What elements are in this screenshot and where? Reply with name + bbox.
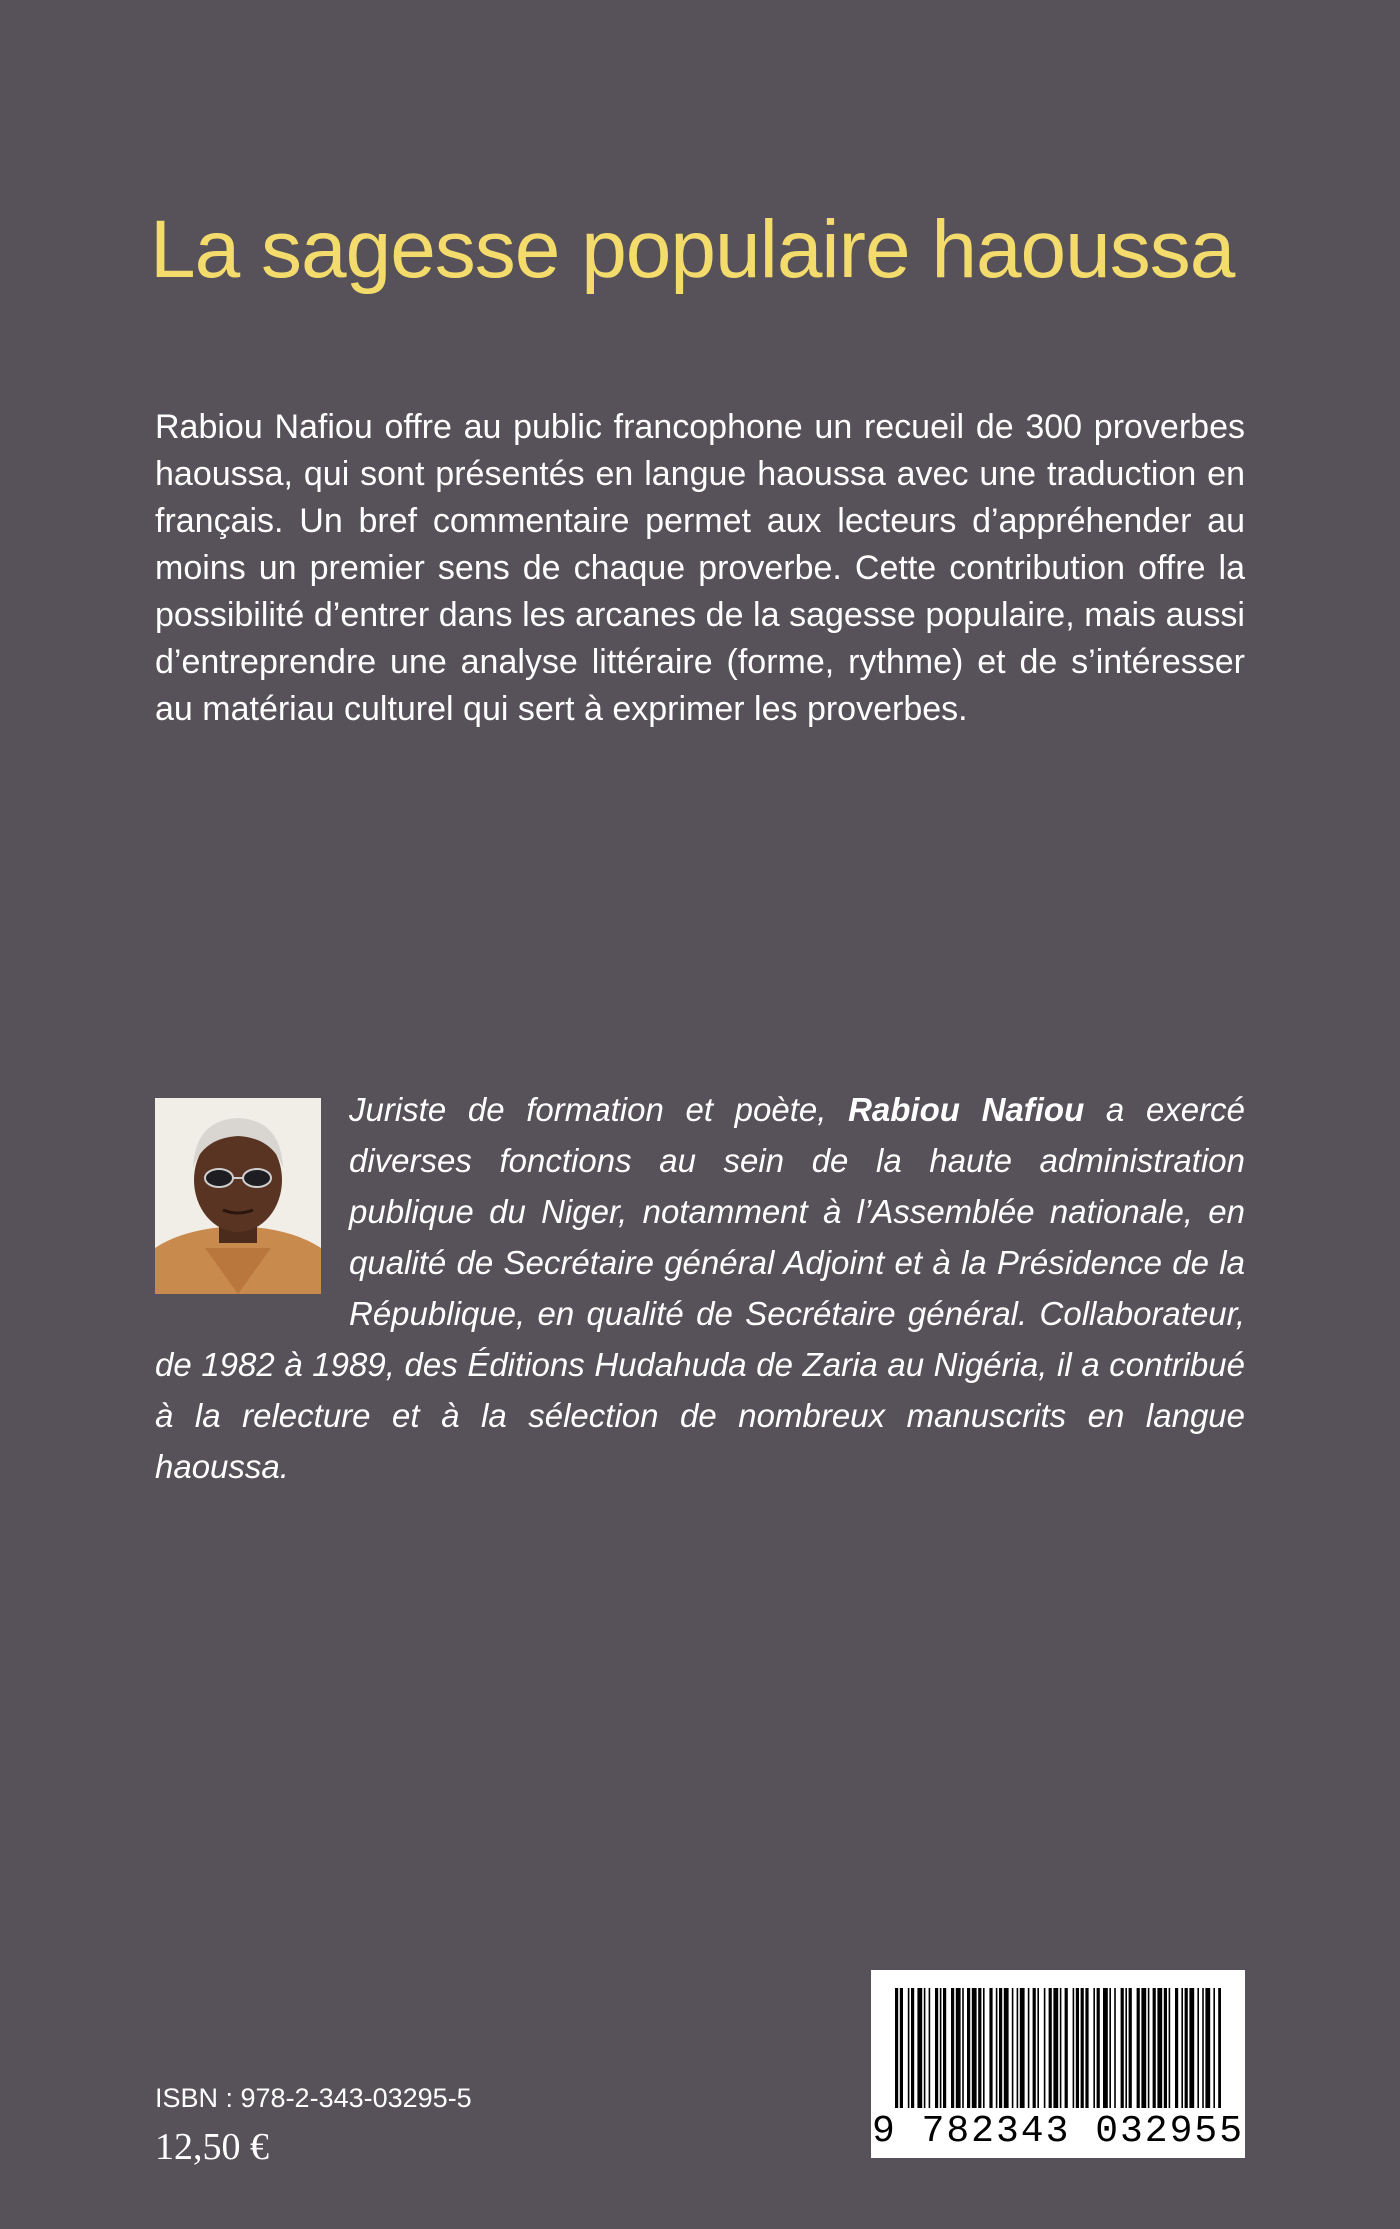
barcode-bar	[951, 1988, 954, 2108]
synopsis-paragraph: Rabiou Nafiou offre au public francophone un recueil de 300 proverbes haoussa, qui sont présentés en langue haoussa avec une traduction en français. Un bref commentaire permet aux lecteurs d’appréhender au moins un premier sens de chaque proverbe. Cette contribution offre la possibilité d’entrer dans les arcanes de la sagesse populaire, mais aussi d’entreprendre une analyse littéraire (forme, rythme) et de s’intéresser au matériau culturel qui sert à exprimer les proverbes.	[155, 408, 1245, 728]
barcode-bar	[1213, 1988, 1215, 2108]
author-bio	[155, 1084, 1245, 1492]
barcode-bar	[967, 1988, 970, 2108]
barcode-bar	[1033, 1988, 1036, 2108]
barcode-bar	[1017, 1988, 1019, 2108]
book-title: La sagesse populaire haoussa	[150, 204, 1235, 295]
barcode-bar	[1197, 1988, 1199, 2108]
barcode-bar	[940, 1988, 942, 2108]
barcode-bar	[1073, 1988, 1075, 2108]
barcode-bar	[956, 1988, 961, 2108]
barcode-bar	[1109, 1988, 1111, 2108]
barcode-bar	[996, 1988, 998, 2108]
barcode	[871, 1970, 1245, 2158]
barcode-bar	[1103, 1988, 1108, 2108]
barcode-bar	[1093, 1988, 1095, 2108]
barcode-bar	[1169, 1988, 1171, 2108]
barcode-bar	[999, 1988, 1002, 2108]
barcode-bar	[1004, 1988, 1009, 2108]
barcode-bar	[1181, 1988, 1183, 2108]
barcode-bar	[1053, 1988, 1058, 2108]
barcode-bar	[1218, 1988, 1221, 2108]
barcode-bar	[1153, 1988, 1156, 2108]
barcode-bar	[1076, 1988, 1079, 2108]
barcode-bar	[1085, 1988, 1088, 2108]
barcode-bar	[972, 1988, 977, 2108]
barcode-bar	[983, 1988, 985, 2108]
barcode-bar	[943, 1988, 946, 2108]
barcode-bar	[989, 1988, 992, 2108]
barcode-bar	[1205, 1988, 1210, 2108]
barcode-bar	[1114, 1988, 1116, 2108]
barcode-bar	[1121, 1988, 1124, 2108]
barcode-bar	[935, 1988, 938, 2108]
barcode-bar	[917, 1988, 922, 2108]
barcode-bar	[1049, 1988, 1052, 2108]
author-photo	[155, 1098, 321, 1294]
price-label: 12,50 €	[155, 2126, 269, 2168]
bio-author-name: Rabiou Nafiou	[848, 1091, 1085, 1128]
barcode-bar	[1012, 1988, 1014, 2108]
barcode-bars	[895, 1988, 1221, 2108]
barcode-bar	[1081, 1988, 1084, 2108]
barcode-bar	[1157, 1988, 1162, 2108]
barcode-bar	[978, 1988, 981, 2108]
barcode-bar	[1202, 1988, 1204, 2108]
barcode-bar	[1097, 1988, 1100, 2108]
barcode-bar	[1185, 1988, 1188, 2108]
barcode-bar	[1125, 1988, 1127, 2108]
barcode-bar	[924, 1988, 926, 2108]
barcode-bar	[895, 1988, 898, 2108]
barcode-bar	[962, 1988, 964, 2108]
barcode-digits: 9 782343 032955	[871, 2110, 1245, 2153]
barcode-bar	[1060, 1988, 1062, 2108]
barcode-bar	[1037, 1988, 1039, 2108]
barcode-bar	[1141, 1988, 1146, 2108]
isbn-label: ISBN : 978-2-343-03295-5	[155, 2083, 472, 2113]
barcode-bar	[1137, 1988, 1140, 2108]
barcode-bar	[1129, 1988, 1132, 2108]
barcode-bar	[1065, 1988, 1068, 2108]
barcode-bar	[1020, 1988, 1025, 2108]
barcode-bar	[1189, 1988, 1194, 2108]
barcode-bar	[911, 1988, 914, 2108]
barcode-bar	[1044, 1988, 1046, 2108]
barcode-bar	[900, 1988, 903, 2108]
barcode-bar	[1028, 1988, 1030, 2108]
barcode-bar	[1175, 1988, 1178, 2108]
barcode-bar	[1164, 1988, 1167, 2108]
bio-intro: Juriste de formation et poète,	[349, 1091, 849, 1128]
barcode-bar	[1148, 1988, 1150, 2108]
barcode-bar	[929, 1988, 931, 2108]
barcode-bar	[908, 1988, 910, 2108]
bio-text: a exercé diverses fonctions au sein de la haute administration publique du Niger, notamment à l’Assemblée nationale, en qualité de Secrétaire général Adjoint et à la Présidence de la République, en qualité de Secrétaire général. Collaborateur, de 1982 à 1989, des Éditions Hudahuda de Zaria au Nigéria, il a contribué à la relecture et à la sélection de nombreux manuscrits en langue haoussa.	[155, 1091, 1245, 1485]
